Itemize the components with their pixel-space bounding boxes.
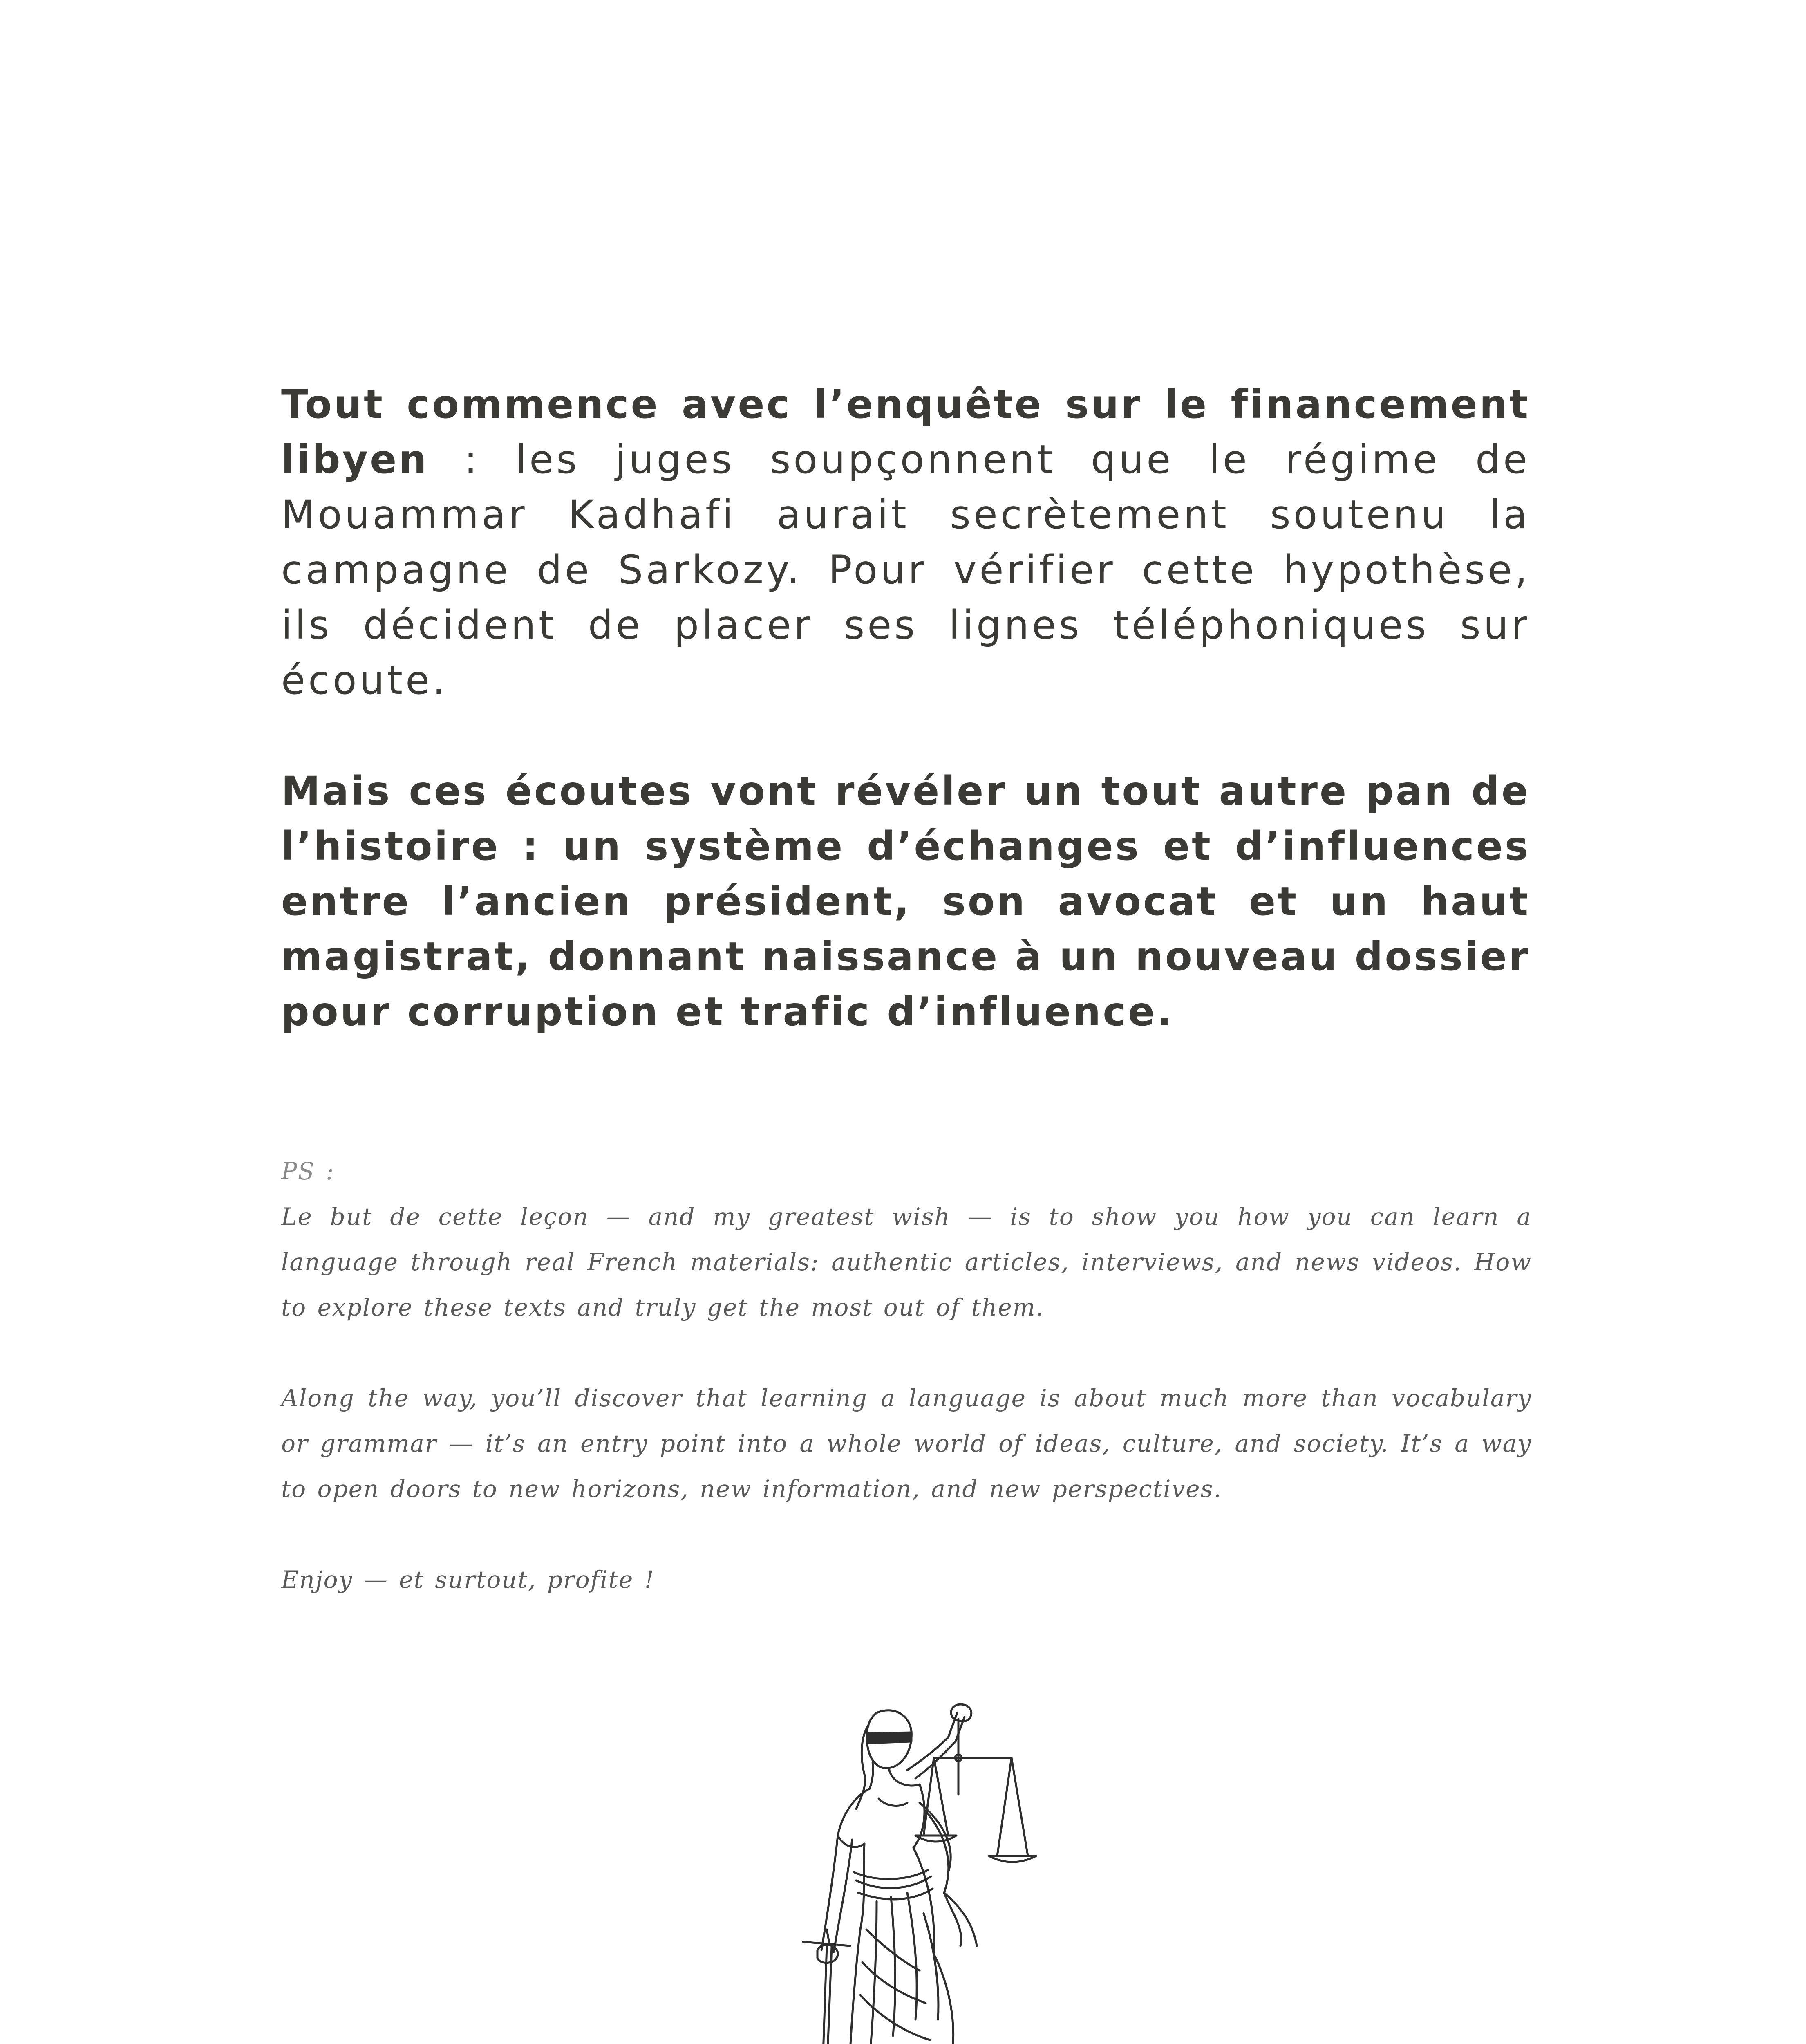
main-content xyxy=(281,377,1530,1040)
ps-note xyxy=(281,1149,1532,1602)
intro-rest: : les juges soupçonnent que le régime de Mouammar Kadhafi aurait secrètement soutenu la campagne de Sarkozy. Pour vérifier cette hypothèse, ils décident de placer ses lignes téléphoniques sur écoute. xyxy=(281,437,1530,703)
ps-paragraph-1: Le but de cette leçon — and my greatest wish — is to show you how you can learn a language through real French materials: authentic articles, interviews, and news videos. How to explore these texts and truly get the most out of them. xyxy=(281,1203,1532,1321)
lady-justice-icon xyxy=(772,1701,1042,2044)
ps-closing: Enjoy — et surtout, profite ! xyxy=(281,1566,655,1594)
ps-paragraph-2: Along the way, you’ll discover that learning a language is about much more than vocabulary or grammar — it’s an entry point into a whole world of ideas, culture, and society. It’s a way to open doors to new horizons, new information, and new perspectives. xyxy=(281,1384,1532,1503)
bold-paragraph: Mais ces écoutes vont révéler un tout autre pan de l’histoire : un système d’échanges et d’influences entre l’ancien président, son avocat et un haut magistrat, donnant naissance à un nouveau dossier pour corruption et trafic d’influence. xyxy=(281,768,1530,1035)
intro-paragraph xyxy=(281,377,1530,708)
intro-lead-bold: Tout commence avec l’enquête sur le financement libyen xyxy=(281,381,1530,482)
ps-label: PS : xyxy=(281,1157,335,1185)
